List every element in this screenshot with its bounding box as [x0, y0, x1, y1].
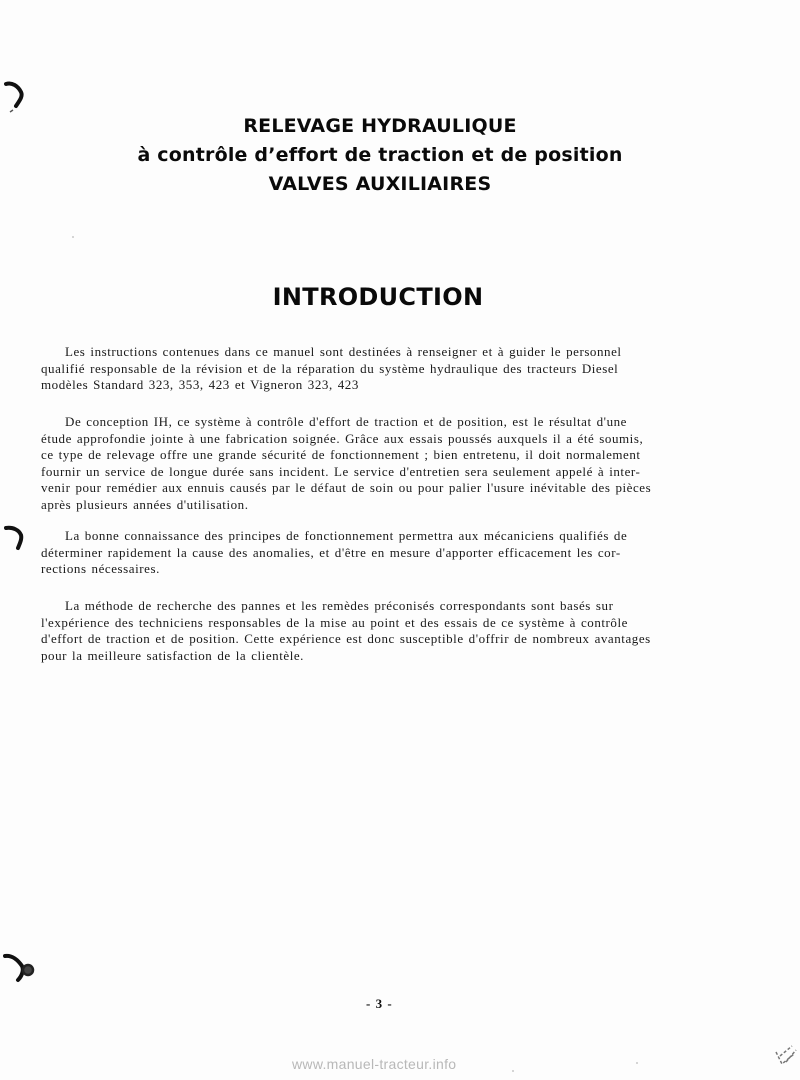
scan-speck — [512, 1070, 514, 1072]
paragraph-line: pour la meilleure satisfaction de la clientèle. — [41, 647, 304, 663]
title-line-1: RELEVAGE HYDRAULIQUE — [243, 115, 517, 137]
paragraph-3 — [41, 528, 741, 578]
paragraph-line: La bonne connaissance des principes de fonctionnement permettra aux mécaniciens qualifiés de — [65, 528, 628, 543]
paragraph-line: ce type de relevage offre une grande sécurité de fonctionnement ; bien entretenu, il doit normalement — [41, 447, 641, 462]
paragraph-4 — [41, 598, 741, 664]
paragraph-line: venir pour remédier aux ennuis causés par le défaut de soin ou pour palier l'usure inévitable des pièces — [41, 480, 652, 495]
section-heading: INTRODUCTION — [272, 283, 484, 311]
paragraph-line: fournir un service de longue durée sans incident. Le service d'entretien sera seulement appelé à inter- — [41, 463, 641, 479]
scan-speck — [636, 1062, 638, 1064]
scan-corner-mark-icon — [772, 1040, 798, 1070]
scan-speck — [72, 236, 74, 238]
binding-mark-icon — [2, 950, 42, 986]
paragraph-line: déterminer rapidement la cause des anomalies, et d'être en mesure d'apporter efficacement les cor- — [41, 544, 621, 560]
title-line-2: à contrôle d’effort de traction et de position — [137, 144, 623, 166]
paragraph-line: étude approfondie jointe à une fabrication soignée. Grâce aux essais poussés auxquels il a été soumis, — [41, 430, 644, 446]
paragraph-line: rections nécessaires. — [41, 561, 160, 576]
title-line-3: VALVES AUXILIAIRES — [268, 173, 492, 195]
paragraph-line: modèles Standard 323, 353, 423 et Vigneron 323, 423 — [41, 377, 359, 392]
paragraph-2 — [41, 414, 741, 513]
paragraph-line: Les instructions contenues dans ce manuel sont destinées à renseigner et à guider le personnel — [65, 344, 622, 359]
paragraph-line: l'expérience des techniciens responsables de la mise au point et des essais de ce système à contrôle — [41, 614, 628, 630]
binding-mark-icon — [4, 522, 34, 556]
document-title — [0, 112, 760, 199]
paragraph-line: qualifié responsable de la révision et de la réparation du système hydraulique des tracteurs Diesel — [41, 360, 619, 376]
paragraph-line: après plusieurs années d'utilisation. — [41, 496, 249, 512]
watermark-link: www.manuel-tracteur.info — [292, 1056, 457, 1072]
paragraph-line: d'effort de traction et de position. Cette expérience est donc susceptible d'offrir de nombreux avantages — [41, 631, 651, 646]
paragraph-line: De conception IH, ce système à contrôle d'effort de traction et de position, est le résultat d'une — [65, 414, 627, 429]
page-number: - 3 - — [366, 996, 393, 1011]
paragraph-line: La méthode de recherche des pannes et les remèdes préconisés correspondants sont basés sur — [65, 598, 614, 613]
paragraph-1 — [41, 344, 741, 394]
